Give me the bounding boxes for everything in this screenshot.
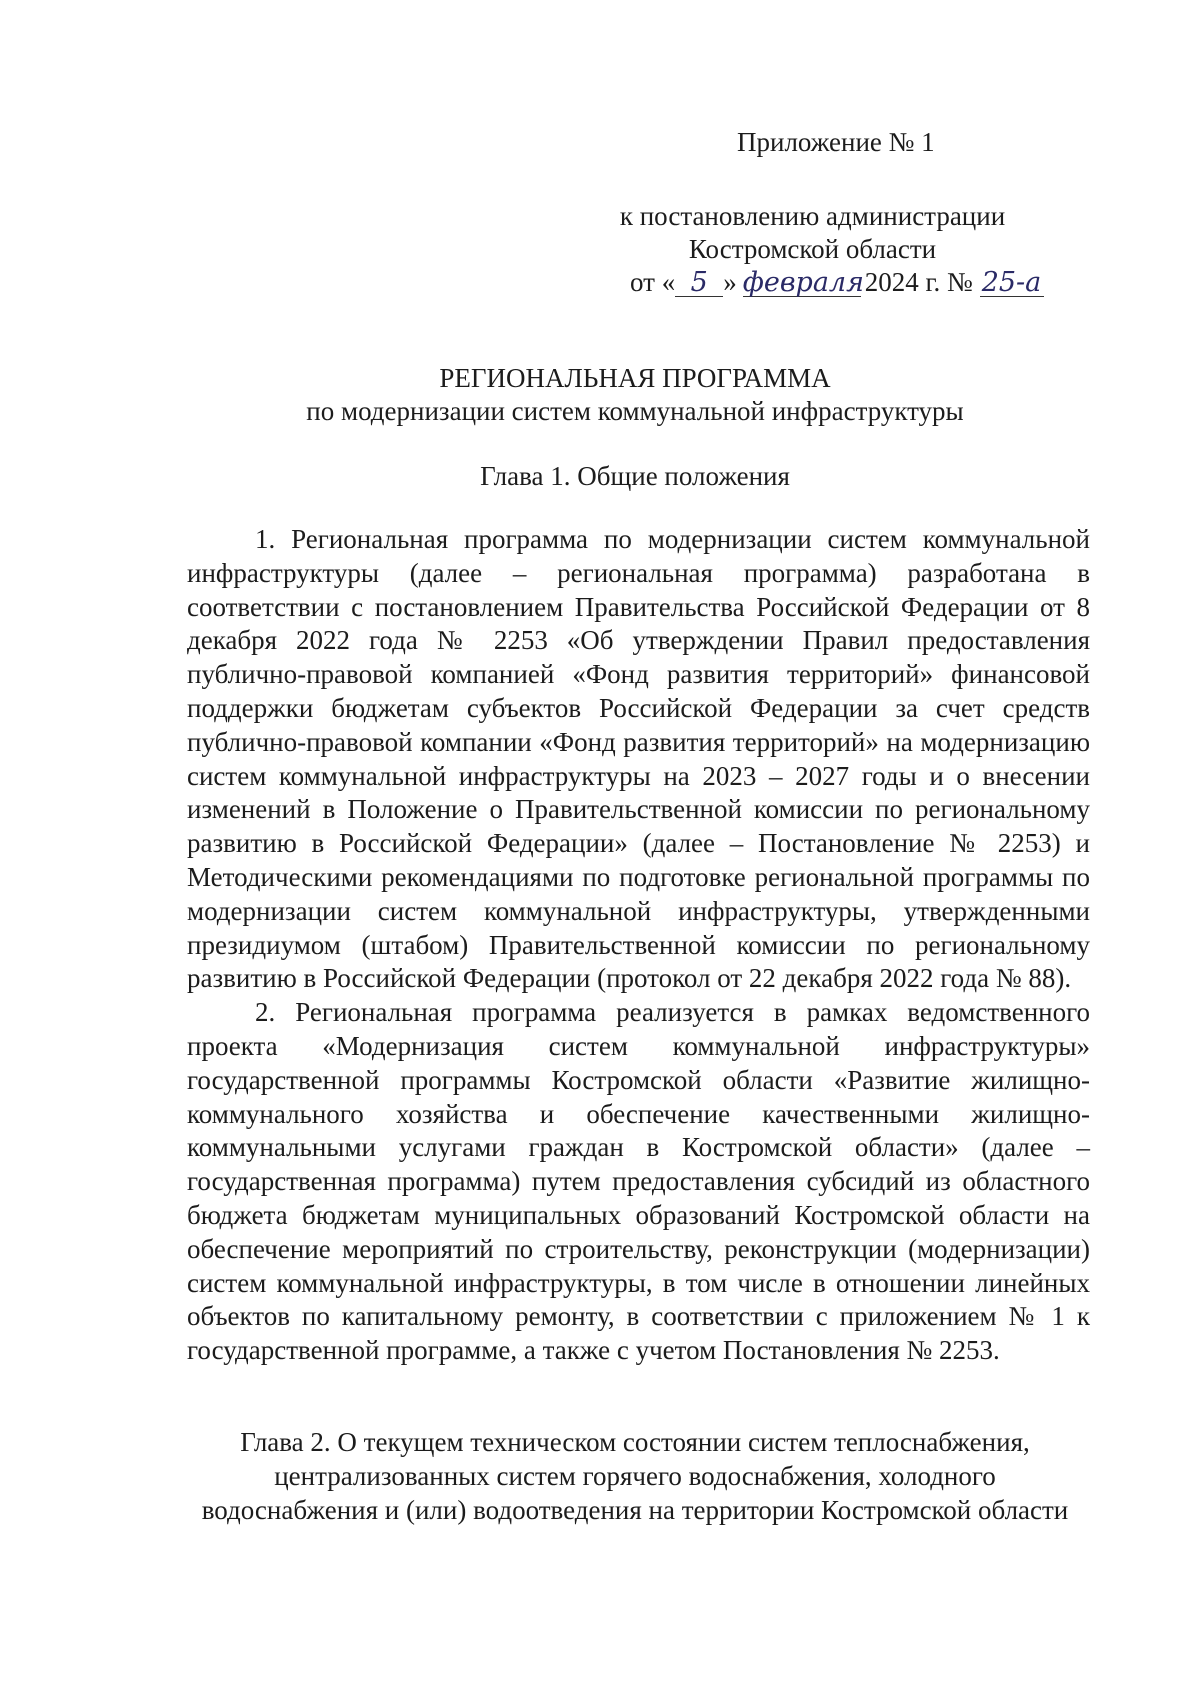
program-title-line-1: РЕГИОНАЛЬНАЯ ПРОГРАММА [439,363,831,393]
resolution-line-2: Костромской области [688,234,937,264]
program-title-line-2: по модернизации систем коммунальной инфраструктуры [306,396,964,426]
chapter-2-heading-line-3: водоснабжения и (или) водоотведения на территории Костромской области [201,1495,1069,1525]
chapter-2-heading-line-2: централизованных систем горячего водоснабжения, холодного [274,1461,996,1491]
date-mid: » [723,267,737,297]
handwritten-doc-number: 25-а [980,270,1044,297]
appendix-label: Приложение № 1 [737,127,935,157]
program-title [180,362,1090,428]
chapter-1-body [187,523,1090,1368]
chapter-1-heading: Глава 1. Общие положения [480,461,790,491]
date-prefix: от « [630,267,676,297]
resolution-reference [560,200,1065,266]
paragraph-2: 2. Региональная программа реализуется в рамках ведомственного проекта «Модернизация систем коммунальной инфраструктуры» государственной программы Костромской области «Развитие жилищно-коммунального хозяйства и обеспечение качественными жилищно-коммунальными услугами граждан в Костромской области» (далее – государственная программа) путем предоставления субсидий из областного бюджета бюджетам муниципальных образований Костромской области на обеспечение мероприятий по строительству, реконструкции (модернизации) систем коммунальной инфраструктуры, в том числе в отношении линейных объектов по капитальному ремонту, в соответствии с приложением № 1 к государственной программе, а также с учетом Постановления № 2253. [187,997,1090,1366]
date-year: 2024 г. № [864,267,973,297]
resolution-date-line [630,265,1044,299]
handwritten-month: февраля [742,267,864,298]
chapter-2-heading-line-1: Глава 2. О текущем техническом состоянии систем теплоснабжения, [240,1427,1030,1457]
chapter-2-heading [180,1425,1090,1527]
handwritten-day: 5 [675,270,723,297]
resolution-line-1: к постановлению администрации [619,201,1006,231]
paragraph-1: 1. Региональная программа по модернизации систем коммунальной инфраструктуры (далее – региональная программа) разработана в соответствии с постановлением Правительства Российской Федерации от 8 декабря 2022 года № 2253 «Об утверждении Правил предоставления публично-правовой компанией «Фонд развития территорий» финансовой поддержки бюджетам субъектов Российской Федерации за счет средств публично-правовой компании «Фонд развития территорий» на модернизацию систем коммунальной инфраструктуры на 2023 – 2027 годы и о внесении изменений в Положение о Правительственной комиссии по региональному развитию в Российской Федерации» (далее – Постановление № 2253) и Методическими рекомендациями по подготовке региональной программы по модернизации систем коммунальной инфраструктуры, утвержденными президиумом (штабом) Правительственной комиссии по региональному развитию в Российской Федерации (протокол от 22 декабря 2022 года № 88). [187,524,1090,994]
